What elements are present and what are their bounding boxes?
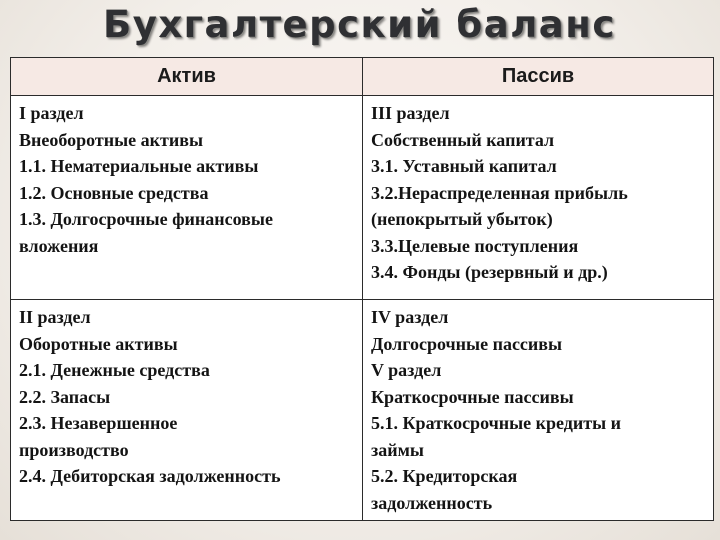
list-item: 3.3.Целевые поступления (371, 235, 579, 256)
list-item: займы (371, 439, 424, 460)
list-item: 1.2. Основные средства (19, 182, 209, 203)
section-heading: I раздел (19, 103, 84, 123)
section-name: Долгосрочные пассивы (371, 333, 563, 354)
section-name: Краткосрочные пассивы (371, 386, 574, 407)
aktiv-cell-section-1 (11, 96, 363, 300)
list-item: 1.1. Нематериальные активы (19, 156, 259, 176)
list-item: 2.1. Денежные средства (19, 360, 210, 380)
section-heading: III раздел (371, 103, 450, 123)
list-item: 2.4. Дебиторская задолженность (19, 466, 281, 486)
page-title: Бухгалтерский баланс (103, 3, 616, 46)
list-item: 1.3. Долгосрочные финансовые (19, 209, 273, 229)
section-heading: IV раздел (371, 307, 449, 327)
list-item: 2.2. Запасы (19, 386, 111, 407)
list-item: 5.1. Краткосрочные кредиты и (371, 413, 622, 433)
header-aktiv: Актив (11, 58, 363, 96)
list-item: 3.2.Нераспределенная прибыль (371, 182, 628, 203)
passiv-cell-section-4-5 (363, 300, 714, 521)
list-item: вложения (19, 235, 99, 256)
section-name: Внеоборотные активы (19, 129, 204, 150)
section-name: Оборотные активы (19, 333, 178, 354)
balance-table (10, 57, 714, 521)
list-item: (непокрытый убыток) (371, 209, 553, 229)
aktiv-cell-section-2 (11, 300, 363, 521)
list-item: 2.3. Незавершенное (19, 413, 178, 433)
list-item: 3.4. Фонды (резервный и др.) (371, 262, 608, 282)
passiv-cell-section-3 (363, 96, 714, 300)
list-item: 5.2. Кредиторская (371, 466, 518, 486)
list-item: задолженность (371, 492, 493, 513)
section-name: Собственный капитал (371, 129, 555, 150)
table-header-row (11, 58, 714, 96)
list-item: 3.1. Уставный капитал (371, 156, 557, 176)
list-item: производство (19, 439, 129, 460)
header-passiv: Пассив (363, 58, 714, 96)
table-row (11, 300, 714, 521)
section-heading: V раздел (371, 360, 442, 380)
section-heading: II раздел (19, 307, 91, 327)
table-row (11, 96, 714, 300)
